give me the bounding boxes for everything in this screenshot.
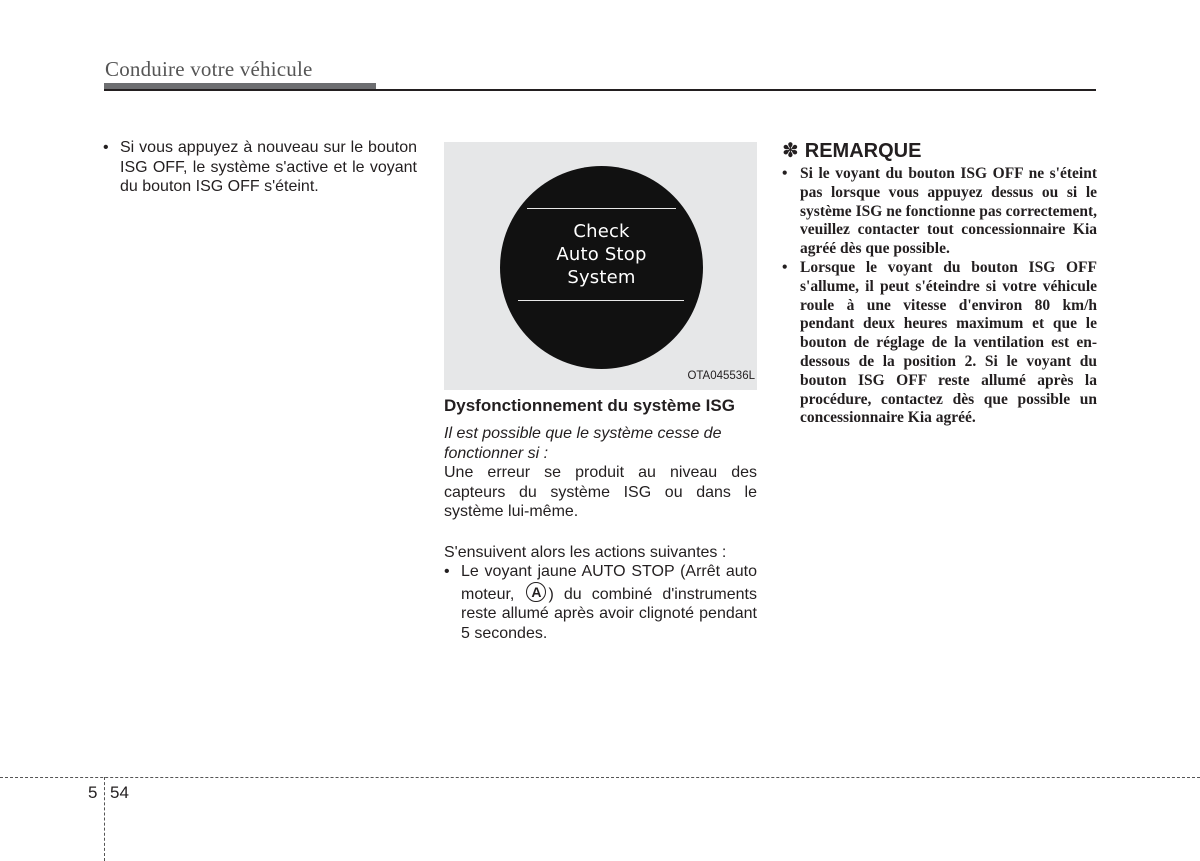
remark-star-icon: ✽ (782, 140, 799, 162)
remark-text: Si le voyant du bouton ISG OFF ne s'éteint pas lorsque vous appuyez dessus ou si le système ISG ne fonctionne pas correctement, veuillez contacter tout concessionnaire Kia agréé dès que possible. (800, 165, 1097, 258)
list-item (782, 165, 1097, 259)
cluster-display-circle (500, 166, 703, 369)
bullet-dot: • (444, 563, 450, 580)
list-item (103, 138, 417, 197)
display-line-1: Check (573, 221, 630, 242)
left-column (103, 138, 417, 197)
list-item (782, 259, 1097, 428)
paragraph-error: Une erreur se produit au niveau des capteurs du système ISG ou dans le système lui-même. (444, 464, 757, 520)
chapter-number: 5 (88, 783, 98, 802)
figure-code: OTA045536L (687, 369, 755, 382)
list-item (444, 562, 757, 643)
auto-stop-symbol-icon: A (526, 582, 546, 602)
page-number: 54 (110, 783, 129, 802)
bullet-text-start: Le voyant jaune AUTO STOP (Arrêt auto moteur, (461, 563, 757, 603)
display-divider-top (527, 208, 676, 209)
footer-dashed-rule (0, 777, 1200, 778)
display-line-2: Auto Stop (556, 244, 647, 265)
instrument-display-figure (444, 142, 757, 390)
left-bullet-text: Si vous appuyez à nouveau sur le bouton ISG OFF, le système s'active et le voyant du bouton ISG OFF s'éteint. (120, 139, 417, 195)
bullet-dot: • (782, 165, 788, 182)
section-intro: Il est possible que le système cesse de fonctionner si : (444, 425, 722, 462)
paragraph-actions: S'ensuivent alors les actions suivantes : (444, 543, 727, 561)
remark-list (782, 165, 1097, 428)
bullet-text-end: ) du combiné d'instruments reste allumé après avoir clignoté pendant 5 secondes. (461, 585, 757, 642)
remark-heading (782, 140, 1097, 162)
display-line-3: System (567, 267, 636, 288)
footer-dashed-divider (104, 777, 105, 861)
bullet-dot: • (103, 139, 109, 156)
display-message (500, 220, 703, 289)
header-rule (104, 89, 1096, 91)
bullet-dot: • (782, 258, 788, 276)
remark-title: REMARQUE (804, 140, 922, 162)
section-heading: Dysfonctionnement du système ISG (444, 396, 735, 415)
display-divider-bottom (518, 300, 684, 301)
middle-column (444, 142, 757, 643)
right-column (782, 138, 1097, 428)
page-header-title: Conduire votre véhicule (105, 57, 313, 81)
remark-text: Lorsque le voyant du bouton ISG OFF s'allume, il peut s'éteindre si votre véhicule roule à une vitesse d'environ 80 km/h pendant deux heures maximum et que le bouton de réglage de la ventilation est en-dessous de la position 2. Si le voyant du bouton ISG OFF reste allumé après la procédure, contactez dès que possible un concessionnaire Kia agréé. (800, 258, 1097, 427)
